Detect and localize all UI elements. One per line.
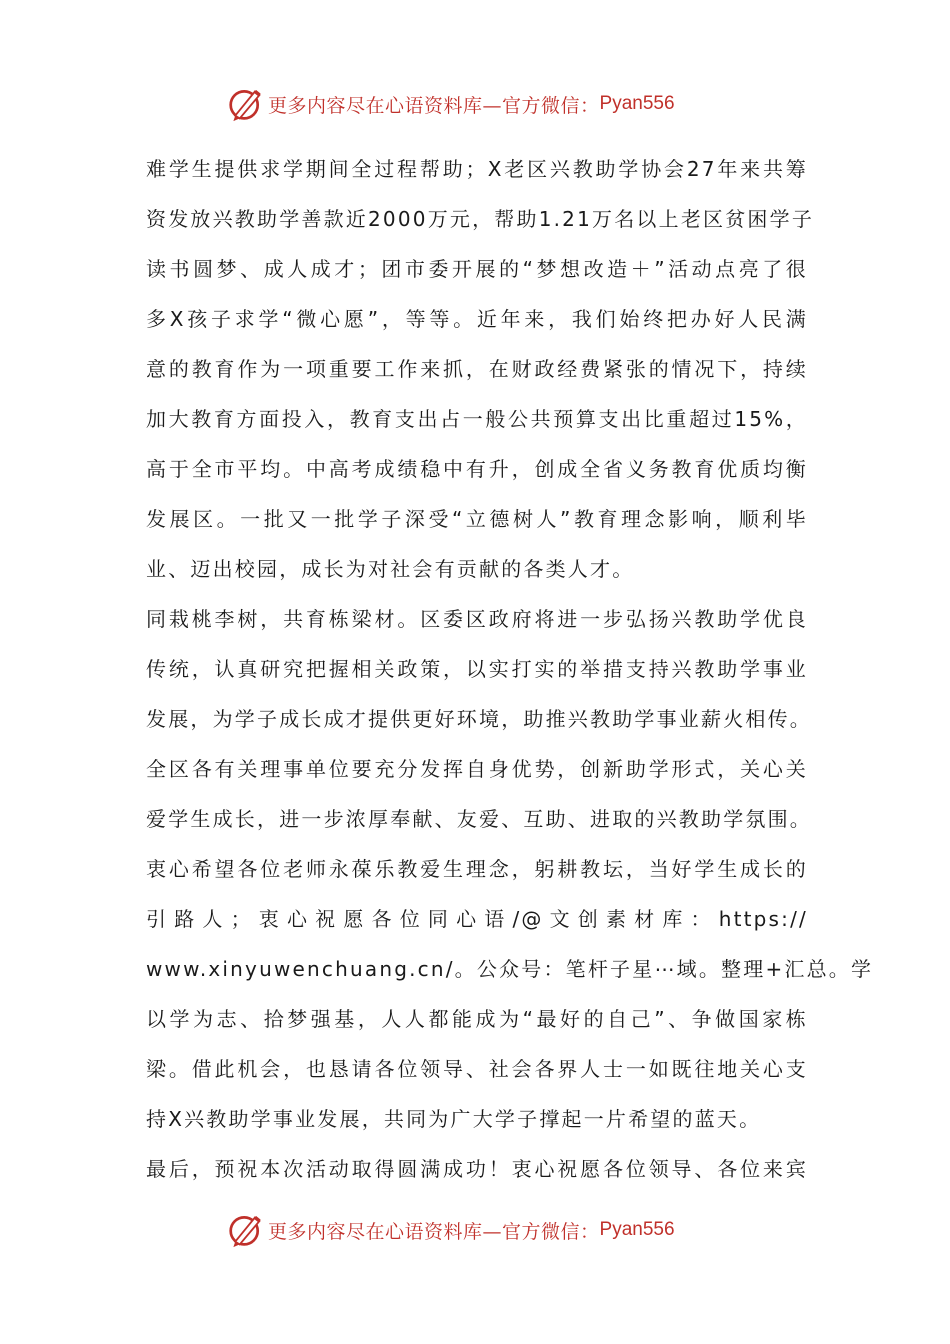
body-line: www.xinyuwenchuang.cn/。公众号：笔杆子星⋯域。整理+汇总。学: [146, 957, 874, 981]
header-banner-text: 更多内容尽在心语资料库—官方微信：: [268, 94, 600, 117]
header-wechat-id: Pyan556: [599, 93, 675, 114]
body-line: 高于全市平均。中高考成绩稳中有升，创成全省义务教育优质均衡: [146, 457, 808, 481]
body-line: 读书圆梦、成人成才；团市委开展的“梦想改造＋”活动点亮了很: [146, 257, 808, 281]
body-line: 业、迈出校园，成长为对社会有贡献的各类人才。: [146, 557, 635, 581]
body-line: 最后，预祝本次活动取得圆满成功！衷心祝愿各位领导、各位来宾: [146, 1157, 808, 1181]
footer-banner: [228, 1210, 675, 1250]
body-line: 全区各有关理事单位要充分发挥自身优势，创新助学形式，关心关: [146, 757, 808, 781]
body-line: 引路人；衷心祝愿各位同心语/@文创素材库：https://: [146, 907, 808, 931]
body-line: 意的教育作为一项重要工作来抓，在财政经费紧张的情况下，持续: [146, 357, 808, 381]
body-line: 传统，认真研究把握相关政策，以实打实的举措支持兴教助学事业: [146, 657, 808, 681]
body-line: 以学为志、拾梦强基，人人都能成为“最好的自己”、争做国家栋: [146, 1007, 808, 1031]
body-line: 梁。借此机会，也恳请各位领导、社会各界人士一如既往地关心支: [146, 1057, 808, 1081]
body-line: 爱学生成长，进一步浓厚奉献、友爱、互助、进取的兴教助学氛围。: [146, 807, 812, 831]
body-line: 多X孩子求学“微心愿”，等等。近年来，我们始终把办好人民满: [146, 307, 808, 331]
footer-banner-text: 更多内容尽在心语资料库—官方微信：: [268, 1220, 600, 1243]
body-line: 发展区。一批又一批学子深受“立德树人”教育理念影响，顺利毕: [146, 507, 808, 531]
document-body: [146, 148, 874, 1198]
footer-wechat-id: Pyan556: [599, 1219, 675, 1240]
body-line: 持X兴教助学事业发展，共同为广大学子撑起一片希望的蓝天。: [146, 1107, 762, 1131]
body-line: 同栽桃李树，共育栋梁材。区委区政府将进一步弘扬兴教助学优良: [146, 607, 808, 631]
pen-logo-icon: [228, 1212, 264, 1248]
header-banner: [228, 84, 675, 124]
pen-logo-icon: [228, 86, 264, 122]
body-line: 资发放兴教助学善款近2000万元，帮助1.21万名以上老区贫困学子: [146, 207, 815, 231]
body-line: 发展，为学子成长成才提供更好环境，助推兴教助学事业薪火相传。: [146, 707, 812, 731]
body-line: 加大教育方面投入，教育支出占一般公共预算支出比重超过15%，: [146, 407, 808, 431]
body-line: 难学生提供求学期间全过程帮助；X老区兴教助学协会27年来共筹: [146, 157, 808, 181]
body-line: 衷心希望各位老师永葆乐教爱生理念，躬耕教坛，当好学生成长的: [146, 857, 808, 881]
